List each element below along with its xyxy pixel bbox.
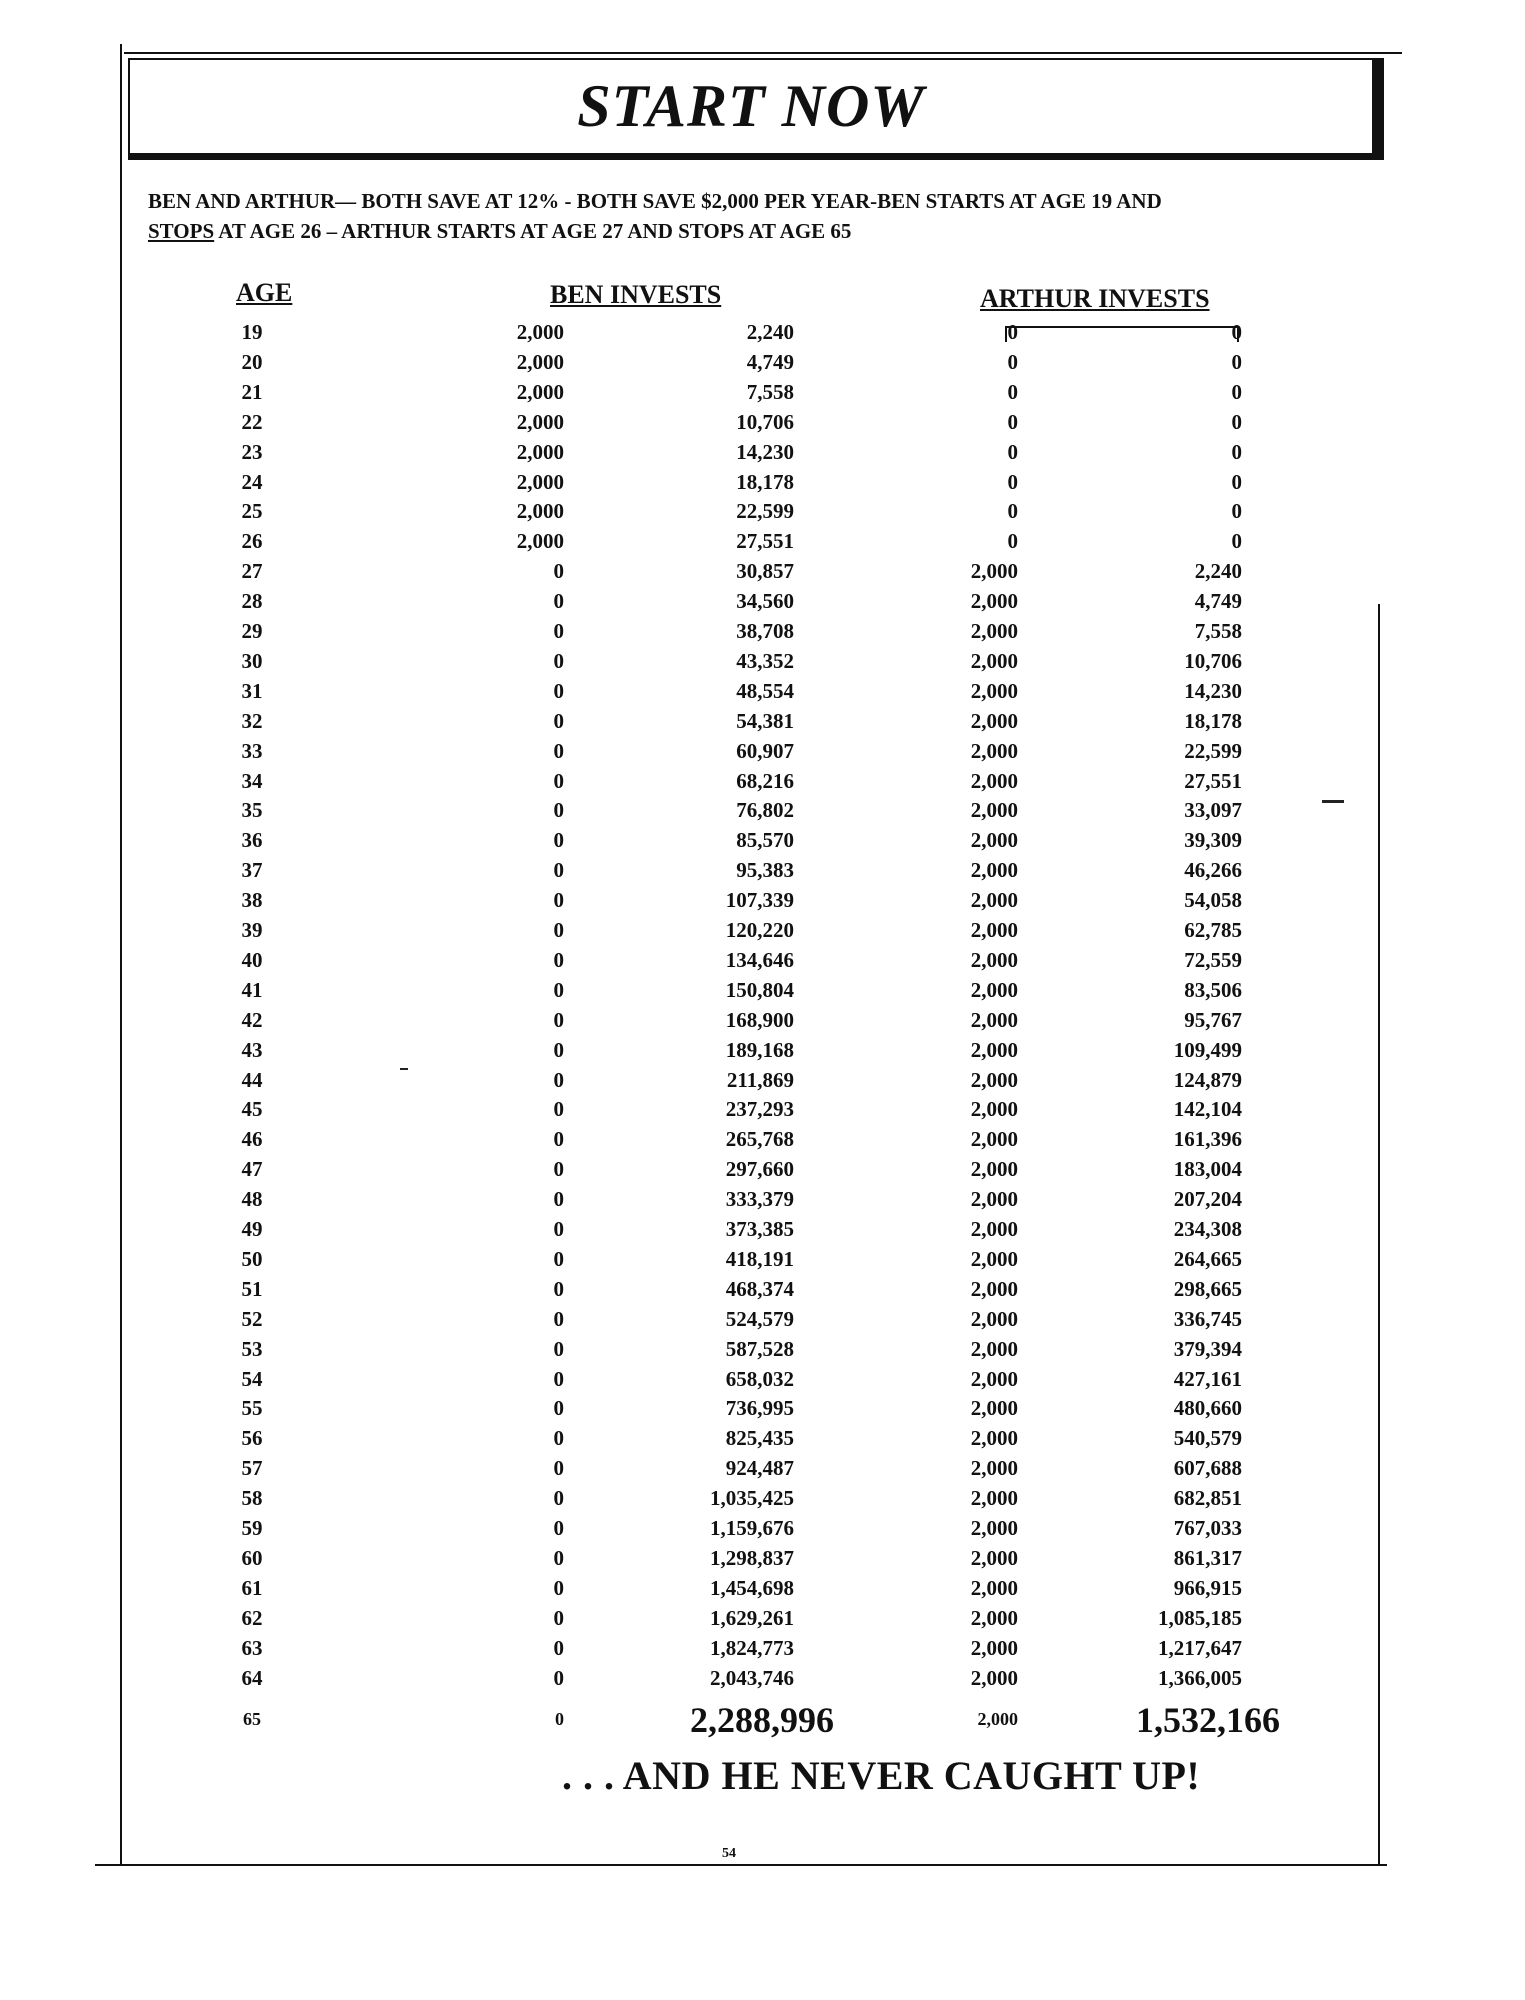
ben-total-cell: 95,383 <box>736 858 794 883</box>
ben-total-cell: 14,230 <box>736 439 794 464</box>
ben-invest-cell: 0 <box>553 559 564 584</box>
ben-invest-cell: 0 <box>553 1665 564 1690</box>
ben-total-cell: 43,352 <box>736 648 794 673</box>
arthur-invest-cell: 2,000 <box>970 1187 1018 1212</box>
ben-total-cell: 1,159,676 <box>710 1516 794 1540</box>
arthur-total-cell: 379,394 <box>1173 1336 1242 1361</box>
age-cell: 31 <box>241 678 263 703</box>
age-cell: 64 <box>241 1665 263 1690</box>
ben-total-cell: 107,339 <box>725 888 794 913</box>
ben-invest-cell: 2,000 <box>516 320 564 344</box>
header-ben-invests: BEN INVESTS <box>550 280 722 309</box>
arthur-total-cell: 0 <box>1231 499 1242 524</box>
ben-invest-cell: 0 <box>553 1575 564 1600</box>
arthur-total-cell: 142,104 <box>1173 1097 1242 1122</box>
arthur-total-cell: 54,058 <box>1184 888 1242 913</box>
age-cell: 37 <box>241 858 263 883</box>
ben-invest-cell: 0 <box>553 1426 564 1451</box>
table-row <box>0 529 1525 559</box>
table-row <box>0 440 1525 470</box>
age-cell: 58 <box>241 1486 263 1511</box>
table-row <box>0 559 1525 589</box>
ben-total-cell: 373,385 <box>725 1217 794 1241</box>
closing-statement: . . . AND HE NEVER CAUGHT UP! <box>562 1753 1201 1798</box>
age-cell: 21 <box>241 379 263 404</box>
header-age: AGE <box>236 278 293 307</box>
table-row <box>0 589 1525 619</box>
age-cell: 49 <box>241 1217 263 1241</box>
arthur-invest-cell: 0 <box>1007 439 1018 464</box>
arthur-invest-cell: 0 <box>1007 529 1018 554</box>
table-row <box>0 828 1525 858</box>
arthur-total-cell: 0 <box>1231 379 1242 404</box>
table-row <box>0 1247 1525 1277</box>
arthur-total-cell: 72,559 <box>1184 947 1242 972</box>
age-cell: 34 <box>241 768 263 793</box>
table-row <box>0 858 1525 888</box>
arthur-total-cell: 39,309 <box>1184 828 1242 853</box>
table-row <box>0 1068 1525 1098</box>
ben-invest-cell: 0 <box>553 1037 564 1062</box>
age-cell: 61 <box>241 1575 263 1600</box>
ben-total-cell: 48,554 <box>736 678 794 703</box>
arthur-invest-cell: 0 <box>1007 379 1018 404</box>
arthur-total-cell: 540,579 <box>1173 1426 1242 1451</box>
ben-invest-cell: 0 <box>553 1007 564 1032</box>
table-row <box>0 410 1525 440</box>
arthur-invest-cell: 2,000 <box>970 1366 1018 1391</box>
age-cell: 26 <box>241 529 263 554</box>
ben-total-cell: 120,220 <box>725 918 794 942</box>
table-row <box>0 350 1525 380</box>
table-row <box>0 948 1525 978</box>
arthur-invest-cell: 2,000 <box>970 1635 1018 1660</box>
arthur-total-cell: 336,745 <box>1173 1306 1242 1331</box>
arthur-total-cell: 966,915 <box>1173 1575 1242 1600</box>
age-cell: 50 <box>241 1246 263 1271</box>
ben-total-cell: 134,646 <box>725 947 794 972</box>
arthur-total-cell: 0 <box>1231 409 1242 434</box>
arthur-total-cell: 0 <box>1231 439 1242 464</box>
age-cell: 63 <box>241 1635 263 1660</box>
table-row <box>0 679 1525 709</box>
arthur-total-cell: 183,004 <box>1173 1157 1242 1182</box>
arthur-invest-cell: 2,000 <box>970 1007 1018 1032</box>
arthur-invest-cell: 0 <box>1007 349 1018 374</box>
ben-invest-cell: 2,000 <box>516 499 564 524</box>
ben-invest-cell: 0 <box>553 1366 564 1391</box>
bottom-rule <box>95 1864 1387 1866</box>
age-cell: 40 <box>241 947 263 972</box>
ben-total-cell: 60,907 <box>736 738 794 763</box>
ben-invest-cell: 0 <box>553 1605 564 1630</box>
age-cell: 53 <box>241 1336 263 1361</box>
page-number: 54 <box>722 1846 736 1861</box>
ben-total-cell: 1,035,425 <box>710 1486 794 1511</box>
ben-invest-cell: 0 <box>553 828 564 853</box>
table-row <box>0 1666 1525 1696</box>
ben-total-cell: 736,995 <box>725 1396 794 1421</box>
ben-total-cell: 2,240 <box>746 320 794 344</box>
ben-invest-cell: 0 <box>553 1456 564 1481</box>
ben-total-cell: 2,288,996 <box>690 1700 834 1741</box>
arthur-invest-cell: 2,000 <box>970 1516 1018 1540</box>
arthur-total-cell: 607,688 <box>1173 1456 1242 1481</box>
ben-total-cell: 211,869 <box>726 1067 794 1092</box>
arthur-total-cell: 264,665 <box>1173 1246 1242 1271</box>
ben-total-cell: 189,168 <box>725 1037 794 1062</box>
ben-invest-cell: 0 <box>553 1097 564 1122</box>
arthur-total-cell: 207,204 <box>1173 1187 1242 1212</box>
ben-total-cell: 27,551 <box>736 529 794 554</box>
age-cell: 35 <box>241 798 263 823</box>
ben-invest-cell: 0 <box>553 1635 564 1660</box>
arthur-total-cell: 861,317 <box>1173 1545 1242 1570</box>
age-cell: 47 <box>241 1157 263 1182</box>
arthur-invest-cell: 2,000 <box>970 888 1018 913</box>
arthur-total-cell: 767,033 <box>1173 1516 1242 1540</box>
ben-total-cell: 168,900 <box>725 1007 794 1032</box>
table-row <box>0 1157 1525 1187</box>
ben-invest-cell: 0 <box>553 1067 564 1092</box>
intro-stops-word: STOPS <box>148 219 215 243</box>
table-row <box>0 1576 1525 1606</box>
age-cell: 33 <box>241 738 263 763</box>
arthur-invest-cell: 2,000 <box>970 1486 1018 1511</box>
arthur-total-cell: 427,161 <box>1173 1366 1242 1391</box>
arthur-invest-cell: 2,000 <box>970 708 1018 733</box>
arthur-total-cell: 298,665 <box>1173 1276 1242 1301</box>
ben-total-cell: 150,804 <box>725 977 794 1002</box>
arthur-invest-cell: 0 <box>1007 499 1018 524</box>
age-cell: 29 <box>241 619 263 643</box>
arthur-invest-cell: 2,000 <box>970 768 1018 793</box>
ben-invest-cell: 0 <box>553 977 564 1002</box>
ben-total-cell: 587,528 <box>725 1336 794 1361</box>
intro-line-1: BEN AND ARTHUR— BOTH SAVE AT 12% - BOTH SAVE $2,000 PER YEAR-BEN STARTS AT AGE 19 AND <box>148 189 1162 213</box>
ben-total-cell: 7,558 <box>746 379 794 404</box>
ben-total-cell: 658,032 <box>725 1366 794 1391</box>
ben-total-cell: 418,191 <box>725 1246 794 1271</box>
ben-total-cell: 524,579 <box>725 1306 794 1331</box>
ben-total-cell: 85,570 <box>736 828 794 853</box>
age-cell: 62 <box>241 1605 263 1630</box>
age-cell: 48 <box>241 1187 263 1212</box>
table-row <box>0 649 1525 679</box>
age-cell: 41 <box>241 977 263 1002</box>
arthur-total-cell: 2,240 <box>1194 559 1242 584</box>
arthur-invest-cell: 0 <box>1007 469 1018 494</box>
arthur-total-cell: 124,879 <box>1173 1067 1242 1092</box>
table-row <box>0 1516 1525 1546</box>
table-row <box>0 1546 1525 1576</box>
arthur-invest-cell: 0 <box>1007 320 1018 344</box>
arthur-total-cell: 22,599 <box>1184 738 1242 763</box>
table-row <box>0 320 1525 350</box>
table-row <box>0 1700 1525 1741</box>
arthur-total-cell: 109,499 <box>1173 1037 1242 1062</box>
arthur-invest-cell: 2,000 <box>970 918 1018 942</box>
table-row <box>0 1217 1525 1247</box>
arthur-total-cell: 161,396 <box>1173 1127 1242 1152</box>
arthur-total-cell: 234,308 <box>1173 1217 1242 1241</box>
age-cell: 22 <box>241 409 263 434</box>
table-row <box>0 978 1525 1008</box>
ben-total-cell: 4,749 <box>746 349 794 374</box>
table-row <box>0 380 1525 410</box>
arthur-total-cell: 0 <box>1231 320 1242 344</box>
age-cell: 42 <box>241 1007 263 1032</box>
ben-invest-cell: 0 <box>553 1486 564 1511</box>
table-row <box>0 1636 1525 1666</box>
arthur-total-cell: 95,767 <box>1184 1007 1242 1032</box>
ben-invest-cell: 0 <box>553 1516 564 1540</box>
table-row <box>0 798 1525 828</box>
ben-invest-cell: 2,000 <box>516 409 564 434</box>
table-row <box>0 1337 1525 1367</box>
arthur-invest-cell: 0 <box>1007 409 1018 434</box>
ben-invest-cell: 0 <box>553 619 564 643</box>
age-cell: 20 <box>241 349 263 374</box>
age-cell: 55 <box>241 1396 263 1421</box>
ben-invest-cell: 0 <box>553 947 564 972</box>
ben-total-cell: 265,768 <box>725 1127 794 1152</box>
arthur-invest-cell: 2,000 <box>970 1605 1018 1630</box>
arthur-invest-cell: 2,000 <box>970 678 1018 703</box>
arthur-total-cell: 1,532,166 <box>1136 1700 1280 1741</box>
age-cell: 65 <box>243 1709 261 1730</box>
ben-total-cell: 1,629,261 <box>710 1605 794 1630</box>
ben-invest-cell: 0 <box>555 1709 564 1730</box>
age-cell: 27 <box>241 559 263 584</box>
age-cell: 51 <box>241 1276 263 1301</box>
arthur-total-cell: 682,851 <box>1173 1486 1242 1511</box>
age-cell: 46 <box>241 1127 263 1152</box>
ben-invest-cell: 0 <box>553 738 564 763</box>
ben-invest-cell: 0 <box>553 678 564 703</box>
ben-invest-cell: 0 <box>553 888 564 913</box>
arthur-invest-cell: 2,000 <box>970 1067 1018 1092</box>
arthur-invest-cell: 2,000 <box>970 559 1018 584</box>
age-cell: 57 <box>241 1456 263 1481</box>
arthur-invest-cell: 2,000 <box>970 1246 1018 1271</box>
intro-line-2-rest: AT AGE 26 – ARTHUR STARTS AT AGE 27 AND STOPS AT AGE 65 <box>214 219 852 243</box>
ben-invest-cell: 0 <box>553 1306 564 1331</box>
table-row <box>0 709 1525 739</box>
arthur-total-cell: 1,085,185 <box>1158 1605 1242 1630</box>
arthur-invest-cell: 2,000 <box>977 1709 1018 1730</box>
age-cell: 23 <box>241 439 263 464</box>
ben-invest-cell: 0 <box>553 1396 564 1421</box>
arthur-invest-cell: 2,000 <box>970 1306 1018 1331</box>
ben-invest-cell: 0 <box>553 768 564 793</box>
ben-invest-cell: 0 <box>553 858 564 883</box>
age-cell: 28 <box>241 589 263 614</box>
ben-invest-cell: 2,000 <box>516 379 564 404</box>
arthur-total-cell: 27,551 <box>1184 768 1242 793</box>
arthur-total-cell: 0 <box>1231 349 1242 374</box>
ben-invest-cell: 2,000 <box>516 469 564 494</box>
arthur-invest-cell: 2,000 <box>970 1217 1018 1241</box>
age-cell: 38 <box>241 888 263 913</box>
ben-total-cell: 1,454,698 <box>710 1575 794 1600</box>
arthur-invest-cell: 2,000 <box>970 798 1018 823</box>
ben-invest-cell: 0 <box>553 1545 564 1570</box>
ben-total-cell: 30,857 <box>736 559 794 584</box>
arthur-total-cell: 0 <box>1231 469 1242 494</box>
ben-invest-cell: 2,000 <box>516 439 564 464</box>
table-row <box>0 1038 1525 1068</box>
table-row <box>0 499 1525 529</box>
arthur-total-cell: 46,266 <box>1184 858 1242 883</box>
arthur-invest-cell: 2,000 <box>970 1396 1018 1421</box>
ben-invest-cell: 0 <box>553 1336 564 1361</box>
ben-total-cell: 2,043,746 <box>710 1665 794 1690</box>
ben-total-cell: 825,435 <box>725 1426 794 1451</box>
arthur-total-cell: 7,558 <box>1194 619 1242 643</box>
age-cell: 52 <box>241 1306 263 1331</box>
header-arthur-invests: ARTHUR INVESTS <box>980 284 1210 313</box>
table-row <box>0 1008 1525 1038</box>
arthur-invest-cell: 2,000 <box>970 1426 1018 1451</box>
arthur-total-cell: 1,366,005 <box>1158 1665 1242 1690</box>
arthur-invest-cell: 2,000 <box>970 738 1018 763</box>
scan-speck <box>400 1068 408 1070</box>
table-row <box>0 470 1525 500</box>
arthur-total-cell: 10,706 <box>1184 648 1242 673</box>
scan-speck <box>1322 800 1344 803</box>
ben-invest-cell: 0 <box>553 1276 564 1301</box>
ben-total-cell: 54,381 <box>736 708 794 733</box>
age-cell: 36 <box>241 828 263 853</box>
arthur-invest-cell: 2,000 <box>970 1336 1018 1361</box>
age-cell: 60 <box>241 1545 263 1570</box>
ben-total-cell: 34,560 <box>736 589 794 614</box>
ben-invest-cell: 0 <box>553 708 564 733</box>
ben-total-cell: 333,379 <box>725 1187 794 1212</box>
arthur-total-cell: 0 <box>1231 529 1242 554</box>
ben-total-cell: 68,216 <box>736 768 794 793</box>
table-row <box>0 1606 1525 1636</box>
page-title: START NOW <box>577 73 925 139</box>
age-cell: 19 <box>241 320 263 344</box>
ben-invest-cell: 0 <box>553 1127 564 1152</box>
table-row <box>0 1456 1525 1486</box>
ben-total-cell: 38,708 <box>736 619 794 643</box>
arthur-invest-cell: 2,000 <box>970 947 1018 972</box>
table-row <box>0 1426 1525 1456</box>
arthur-total-cell: 1,217,647 <box>1158 1635 1242 1660</box>
ben-invest-cell: 0 <box>553 1157 564 1182</box>
arthur-invest-cell: 2,000 <box>970 828 1018 853</box>
ben-invest-cell: 0 <box>553 798 564 823</box>
table-row <box>0 769 1525 799</box>
ben-total-cell: 468,374 <box>725 1276 794 1301</box>
age-cell: 44 <box>241 1067 263 1092</box>
age-cell: 54 <box>241 1366 263 1391</box>
age-cell: 39 <box>241 918 263 942</box>
arthur-invest-cell: 2,000 <box>970 977 1018 1002</box>
ben-total-cell: 22,599 <box>736 499 794 524</box>
age-cell: 25 <box>241 499 263 524</box>
arthur-invest-cell: 2,000 <box>970 589 1018 614</box>
arthur-invest-cell: 2,000 <box>970 1665 1018 1690</box>
age-cell: 59 <box>241 1516 263 1540</box>
age-cell: 45 <box>241 1097 263 1122</box>
ben-total-cell: 10,706 <box>736 409 794 434</box>
arthur-invest-cell: 2,000 <box>970 1545 1018 1570</box>
table-row <box>0 739 1525 769</box>
arthur-invest-cell: 2,000 <box>970 1456 1018 1481</box>
table-row <box>0 1277 1525 1307</box>
arthur-total-cell: 18,178 <box>1184 708 1242 733</box>
ben-total-cell: 1,298,837 <box>710 1545 794 1570</box>
table-row <box>0 1097 1525 1127</box>
ben-total-cell: 924,487 <box>725 1456 794 1481</box>
arthur-invest-cell: 2,000 <box>970 1276 1018 1301</box>
ben-invest-cell: 2,000 <box>516 529 564 554</box>
ben-invest-cell: 0 <box>553 648 564 673</box>
arthur-invest-cell: 2,000 <box>970 1037 1018 1062</box>
ben-total-cell: 76,802 <box>736 798 794 823</box>
table-row <box>0 1367 1525 1397</box>
age-cell: 30 <box>241 648 263 673</box>
ben-invest-cell: 0 <box>553 589 564 614</box>
ben-total-cell: 18,178 <box>736 469 794 494</box>
age-cell: 43 <box>241 1037 263 1062</box>
arthur-total-cell: 83,506 <box>1184 977 1242 1002</box>
ben-invest-cell: 0 <box>553 1246 564 1271</box>
table-row <box>0 1486 1525 1516</box>
arthur-total-cell: 33,097 <box>1184 798 1242 823</box>
arthur-total-cell: 480,660 <box>1173 1396 1242 1421</box>
arthur-invest-cell: 2,000 <box>970 648 1018 673</box>
arthur-total-cell: 4,749 <box>1194 589 1242 614</box>
ben-invest-cell: 0 <box>553 1217 564 1241</box>
arthur-invest-cell: 2,000 <box>970 1575 1018 1600</box>
age-cell: 56 <box>241 1426 263 1451</box>
table-row <box>0 619 1525 649</box>
ben-total-cell: 297,660 <box>725 1157 794 1182</box>
arthur-total-cell: 62,785 <box>1184 918 1242 942</box>
arthur-invest-cell: 2,000 <box>970 1097 1018 1122</box>
arthur-invest-cell: 2,000 <box>970 1127 1018 1152</box>
table-row <box>0 1127 1525 1157</box>
table-row <box>0 888 1525 918</box>
arthur-invest-cell: 2,000 <box>970 619 1018 643</box>
ben-invest-cell: 0 <box>553 1187 564 1212</box>
ben-total-cell: 1,824,773 <box>710 1635 794 1660</box>
age-cell: 24 <box>241 469 263 494</box>
arthur-total-cell: 14,230 <box>1184 678 1242 703</box>
age-cell: 32 <box>241 708 263 733</box>
table-row <box>0 918 1525 948</box>
arthur-invest-cell: 2,000 <box>970 1157 1018 1182</box>
table-row <box>0 1187 1525 1217</box>
ben-invest-cell: 0 <box>553 918 564 942</box>
ben-invest-cell: 2,000 <box>516 349 564 374</box>
table-row <box>0 1396 1525 1426</box>
arthur-invest-cell: 2,000 <box>970 858 1018 883</box>
ben-total-cell: 237,293 <box>725 1097 794 1122</box>
table-row <box>0 1307 1525 1337</box>
